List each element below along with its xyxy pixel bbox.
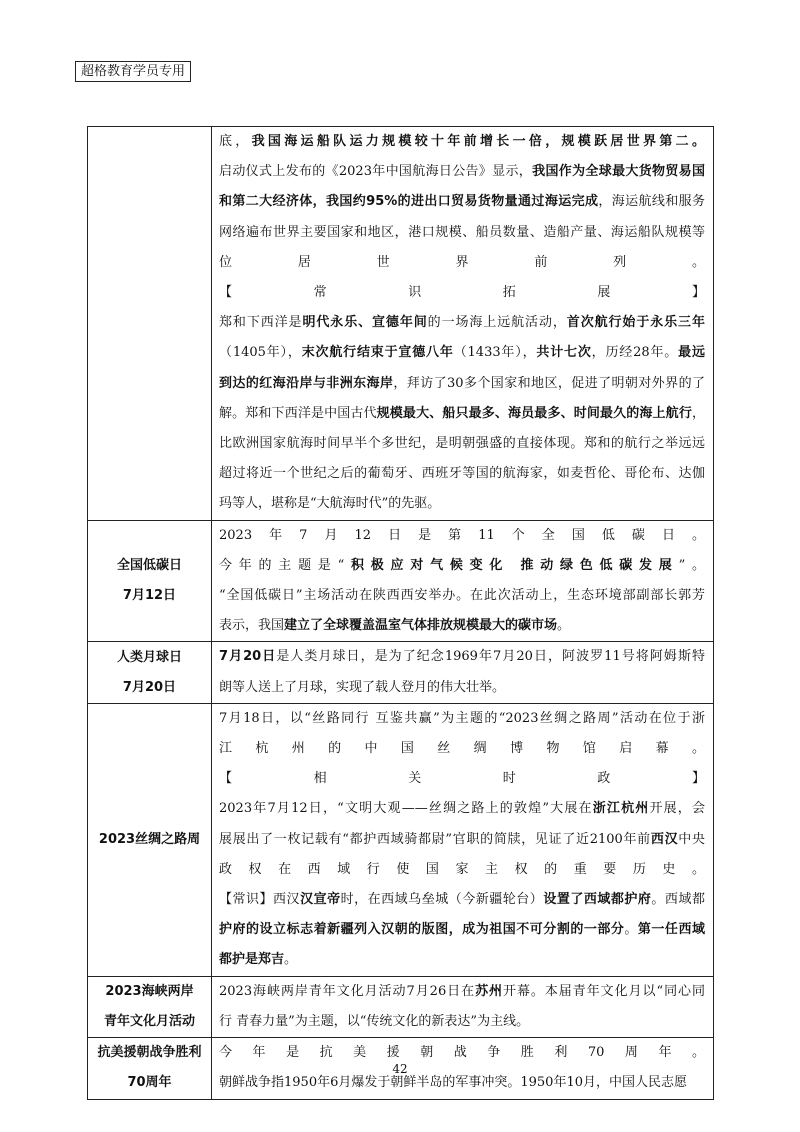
text: ，历经28年。 [591, 345, 679, 361]
text: 超过将近一个世纪之后的葡萄牙、西班牙等国的航海家，如麦哲伦、哥伦布、达伽 [219, 466, 705, 482]
bold-text: 规模最大、船只最多、海员最多、时间最久的海上航行 [376, 405, 692, 421]
bold-text: 明代永乐、宣德年间 [302, 315, 428, 331]
content-line [219, 915, 705, 945]
bold-text: 建立了全球覆盖温室气体排放规模最大的碳市场 [284, 618, 558, 634]
bold-text: 浙江杭州 [592, 801, 650, 817]
row-label-cell [88, 642, 212, 703]
text: 2023年7月12日是第11个全国低碳日。 [219, 527, 705, 543]
table-row [88, 642, 714, 703]
text: 启动仪式上发布的《2023年中国航海日公告》显示， [219, 164, 533, 180]
text: 底， [219, 134, 252, 149]
text: 表示，我国 [219, 618, 285, 634]
content-line [219, 825, 705, 855]
text: 网络遍布世界主要国家和地区，港口规模、船员数量、造船产量、海运船队规模等 [219, 224, 705, 240]
header-label: 超格教育学员专用 [75, 61, 191, 82]
content-line [219, 308, 705, 338]
text: 【相关时政】 [219, 771, 705, 787]
row-label-line: 2023丝绸之路周 [98, 831, 201, 847]
text: （1405年）， [219, 345, 302, 361]
text: 展展出了一枚记载有“都护西域骑都尉”官职的简牍，见证了近2100年前 [219, 831, 651, 847]
table-row [88, 976, 714, 1037]
text: 解。郑和下西洋是中国古代 [219, 405, 377, 421]
bold-text: 共计七次 [536, 345, 592, 361]
text: 【常识】西汉 [219, 892, 301, 908]
text: 时，在西域乌垒城（今新疆轮台） [340, 892, 544, 908]
bold-text: 积极应对气候变化 推动绿色低碳发展 [344, 557, 679, 573]
text: 行 青春力量”为主题，以“传统文化的新表达”为主线。 [219, 1013, 530, 1029]
bold-text: 护府的设立标志着新疆列入汉朝的版图，成为祖国不可分割的一部分 [219, 922, 625, 938]
text: 玛等人，堪称是“大航海时代”的先驱。 [219, 496, 441, 512]
content-line [219, 551, 705, 581]
bold-text: 汉宣帝 [300, 892, 341, 908]
bold-text: 苏州 [475, 983, 503, 999]
bold-text: 首次航行始于永乐三年 [566, 315, 705, 331]
table-body [88, 127, 714, 1100]
content-line [219, 581, 705, 611]
bold-text: 7月20日 [219, 649, 277, 665]
content-line [219, 278, 705, 308]
events-table [87, 126, 714, 1100]
bold-text: 到达的红海沿岸与非洲东海岸 [219, 375, 394, 391]
bold-text: 我国作为全球最大货物贸易国 [532, 164, 705, 180]
content-line [219, 187, 705, 217]
content-line [219, 1007, 705, 1037]
row-label-cell [88, 976, 212, 1037]
content-line [219, 642, 705, 672]
row-label-line: 抗美援朝战争胜利 [97, 1045, 202, 1061]
text: ，拜访了30多个国家和地区，促进了明朝对外界的了 [393, 375, 705, 391]
page-number: 42 [392, 1062, 408, 1076]
text: 江杭州的中国丝绸博物馆启幕。 [219, 741, 705, 757]
text: 郑和下西洋是 [219, 315, 303, 331]
content-line [219, 611, 705, 641]
content-line [219, 945, 705, 975]
bold-text: 都护是郑吉 [219, 952, 285, 968]
text: 。 [284, 952, 298, 968]
content-line [219, 489, 705, 519]
text: 【常识拓展】 [219, 285, 705, 301]
text: 开展，会 [649, 801, 705, 817]
bold-text: 末次航行结束于宣德八年 [301, 345, 454, 361]
content-line [219, 521, 705, 551]
row-label-cell [88, 520, 212, 642]
content-line [219, 734, 705, 764]
content-line [219, 248, 705, 278]
text: 政权在西域行使国家主权的重要历史。 [219, 861, 705, 877]
table-row [88, 703, 714, 976]
row-label-line: 全国低碳日 [116, 558, 182, 574]
table-row [88, 127, 714, 521]
content-line [219, 399, 705, 429]
text: ”。 [678, 557, 705, 573]
row-label-cell [88, 127, 212, 521]
text: 7月18日，以“丝路同行 互鉴共赢”为主题的“2023丝绸之路周”活动在位于浙 [219, 710, 705, 726]
text: 位居世界前列。 [219, 254, 705, 270]
row-label-line: 人类月球日 [116, 649, 182, 665]
row-content-cell [212, 127, 714, 521]
text: 2023海峡两岸青年文化月活动7月26日在 [219, 983, 476, 999]
bold-text: 第一任西域 [637, 922, 705, 938]
text: 是人类月球日，是为了纪念1969年7月20日，阿波罗11号将阿姆斯特 [276, 649, 705, 665]
content-line [219, 794, 705, 824]
text: 中央 [678, 831, 705, 847]
text: 开幕。本届青年文化月以“同心同 [503, 983, 705, 999]
text: 。 [557, 618, 571, 634]
row-content-cell [212, 642, 714, 703]
text: 今年是抗美援朝战争胜利70周年。 [219, 1045, 705, 1061]
text: 朝鲜战争指1950年6月爆发于朝鲜半岛的军事冲突。1950年10月，中国人民志愿 [219, 1075, 687, 1091]
content-line [219, 855, 705, 885]
row-label-line: 7月20日 [122, 679, 177, 695]
text: 2023年7月12日，“文明大观——丝绸之路上的敦煌”大展在 [219, 801, 593, 817]
bold-text: 和第二大经济体，我国约95%的进出口贸易货物量通过海运完成 [219, 194, 599, 210]
content-line [219, 764, 705, 794]
row-content-cell [212, 703, 714, 976]
text: 朗等人送上了月球，实现了载人登月的伟大壮举。 [219, 679, 506, 695]
content-line [219, 673, 705, 703]
content-line [219, 218, 705, 248]
bold-text: 最远 [678, 345, 705, 361]
row-content-cell [212, 976, 714, 1037]
text: ，海运航线和服务 [598, 194, 705, 210]
bold-text: 我国海运船队运力规模较十年前增长一倍，规模跃居世界第二。 [251, 134, 705, 149]
content-line [219, 977, 705, 1007]
bold-text: 设置了西域都护府 [543, 892, 652, 908]
content-line [219, 127, 705, 157]
text: 。 [624, 922, 638, 938]
text: “全国低碳日”主场活动在陕西西安举办。在此次活动上，生态环境部副部长郭芳 [219, 588, 705, 604]
bold-text: 西汉 [650, 831, 679, 847]
row-label-line: 70周年 [127, 1075, 172, 1091]
content-line [219, 704, 705, 734]
table-row [88, 520, 714, 642]
text: 的一场海上远航活动， [427, 315, 567, 331]
row-label-cell [88, 703, 212, 976]
text: 比欧洲国家航海时间早半个多世纪，是明朝强盛的直接体现。郑和的航行之举远远 [219, 436, 705, 452]
content-line [219, 338, 705, 368]
text: 。西域都 [651, 892, 705, 908]
row-label-line: 2023海峡两岸 [105, 983, 194, 999]
content-line [219, 885, 705, 915]
row-label-line: 7月12日 [122, 588, 177, 604]
content-line [219, 157, 705, 187]
text: ， [691, 405, 705, 421]
row-content-cell [212, 520, 714, 642]
text: 今年的主题是“ [219, 557, 345, 573]
row-label-line: 青年文化月活动 [103, 1013, 195, 1029]
text: （1433年）， [453, 345, 537, 361]
content-line [219, 459, 705, 489]
content-line [219, 429, 705, 459]
content-line [219, 369, 705, 399]
